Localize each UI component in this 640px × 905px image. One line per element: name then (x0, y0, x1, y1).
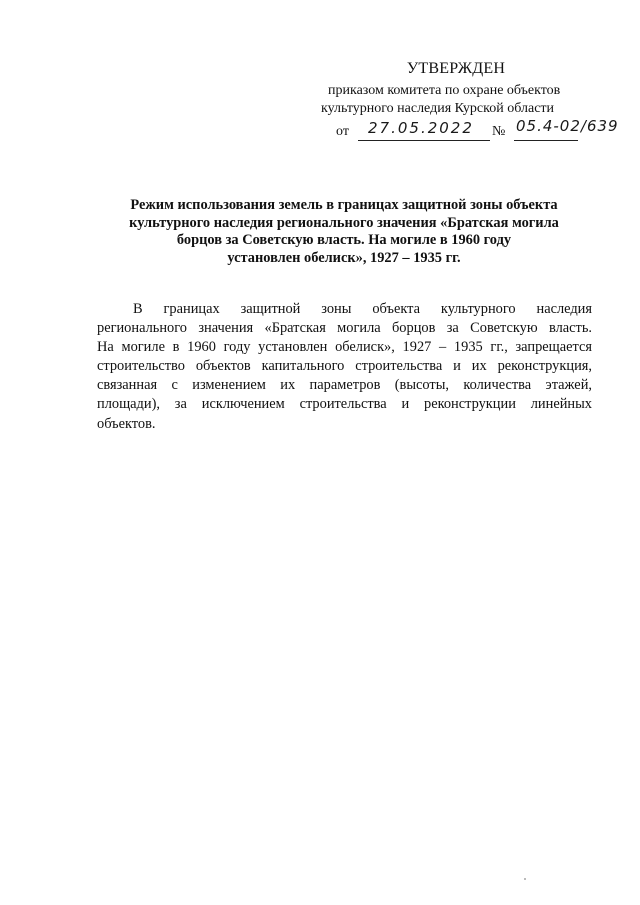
body-text-line: площади), за исключением строительства и реконструкции линейных (97, 396, 592, 413)
approval-order-reference (318, 117, 619, 144)
order-number-handwritten: 05.4-02/639 (516, 117, 619, 135)
approval-authority-line: культурного наследия Курской области (321, 101, 555, 116)
document-title-line: борцов за Советскую власть. На могиле в 1960 году (176, 232, 512, 248)
body-text-line: В границах защитной зоны объекта культурного наследия (133, 301, 592, 317)
order-date-handwritten: 27.05.2022 (368, 119, 474, 137)
order-date-underline (358, 119, 490, 141)
document-title-line: Режим использования земель в границах защитной зоны объекта (130, 197, 558, 213)
approval-title: УТВЕРЖДЕН (406, 60, 506, 77)
order-date-label: от (336, 124, 349, 139)
scan-speck (524, 878, 526, 880)
approval-stamp-block (318, 60, 618, 144)
body-text-line: строительство объектов капитального строительства и их реконструкция, (97, 358, 592, 375)
document-title-line: установлен обелиск», 1927 – 1935 гг. (227, 249, 461, 266)
order-number-label: № (492, 124, 506, 139)
body-text-line: объектов. (97, 415, 156, 432)
approval-authority-line: приказом комитета по охране объектов (328, 83, 561, 98)
body-text-line: На могиле в 1960 году установлен обелиск», 1927 – 1935 гг., запрещается (97, 339, 592, 356)
document-body-paragraph (97, 300, 592, 434)
body-text-line: регионального значения «Братская могила борцов за Советскую власть. (97, 320, 592, 337)
document-title-line: культурного наследия регионального значения «Братская могила (129, 214, 559, 231)
document-title (96, 197, 592, 267)
body-text-line: связанная с изменением их параметров (высоты, количества этажей, (97, 377, 592, 394)
